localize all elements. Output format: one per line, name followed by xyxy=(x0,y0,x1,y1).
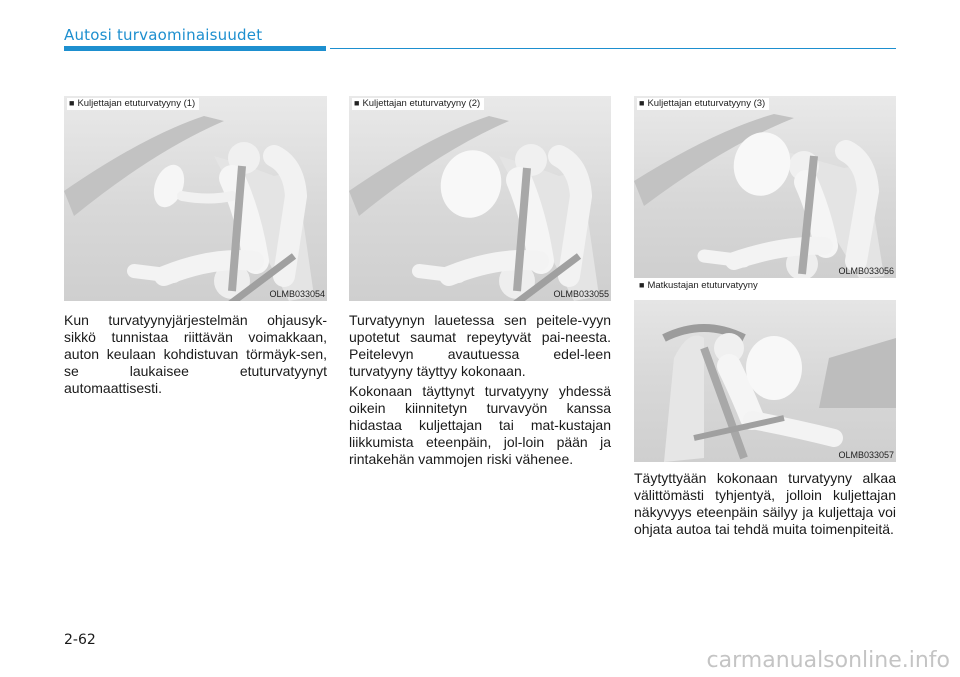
figure-code: OLMB033054 xyxy=(269,289,325,299)
page-number: 2-62 xyxy=(64,632,96,648)
figure-driver-airbag-1 xyxy=(64,96,327,301)
figure-caption-text: Matkustajan etuturvatyyny xyxy=(647,280,758,291)
figure-caption-text: Kuljettajan etuturvatyyny (3) xyxy=(647,98,766,109)
figure-caption-text: Kuljettajan etuturvatyyny (2) xyxy=(362,98,481,109)
paragraph-col3: Täytyttyään kokonaan turvatyyny alkaa välittömästi tyhjentyä, jolloin kuljettajan näkyvyys eteenpäin säilyy ja kuljettaja voi ohjata autoa tai tehdä muita toimenpiteitä. xyxy=(634,470,896,537)
figure-caption: ■ Kuljettajan etuturvatyyny (3) xyxy=(637,98,769,110)
figure-driver-airbag-2 xyxy=(349,96,611,301)
header-rule-thin xyxy=(330,48,896,49)
header-rule-thick xyxy=(64,46,326,51)
figure-driver-airbag-3 xyxy=(634,96,896,278)
section-title: Autosi turvaominaisuudet xyxy=(64,26,263,44)
watermark: carmanualsonline.info xyxy=(706,648,950,673)
paragraph-col2-2: Kokonaan täyttynyt turvatyyny yhdessä oikein kiinnitetyn turvavyön kanssa hidastaa kuljettajan tai mat-kustajan liikkumista eteenpäin, jol-loin pään ja rintakehän vammojen riski vähenee. xyxy=(349,383,611,467)
figure-passenger-airbag xyxy=(634,278,896,462)
figure-caption: ■ Kuljettajan etuturvatyyny (1) xyxy=(67,98,199,110)
passenger-airbag-illustration xyxy=(634,278,896,462)
figure-code: OLMB033055 xyxy=(553,289,609,299)
figure-caption-text: Kuljettajan etuturvatyyny (1) xyxy=(77,98,196,109)
driver-airbag-illustration-3 xyxy=(634,96,896,278)
figure-caption: ■ Kuljettajan etuturvatyyny (2) xyxy=(352,98,484,110)
figure-code: OLMB033057 xyxy=(838,450,894,460)
paragraph-col2-1: Turvatyynyn lauetessa sen peitele-vyyn upotetut saumat repeytyvät pai-neesta. Peitelevyn avautuessa edel-leen turvatyyny täyttyy kokonaan. xyxy=(349,312,611,379)
driver-airbag-illustration-2 xyxy=(349,96,611,301)
figure-code: OLMB033056 xyxy=(838,266,894,276)
figure-caption: ■ Matkustajan etuturvatyyny xyxy=(637,280,762,292)
paragraph-col1: Kun turvatyynyjärjestelmän ohjausyk-sikkö tunnistaa riittävän voimakkaan, auton keulaan kohdistuvan törmäyk-sen, se laukaisee etuturvatyynyt automaattisesti. xyxy=(64,312,327,396)
driver-airbag-illustration-1 xyxy=(64,96,327,301)
